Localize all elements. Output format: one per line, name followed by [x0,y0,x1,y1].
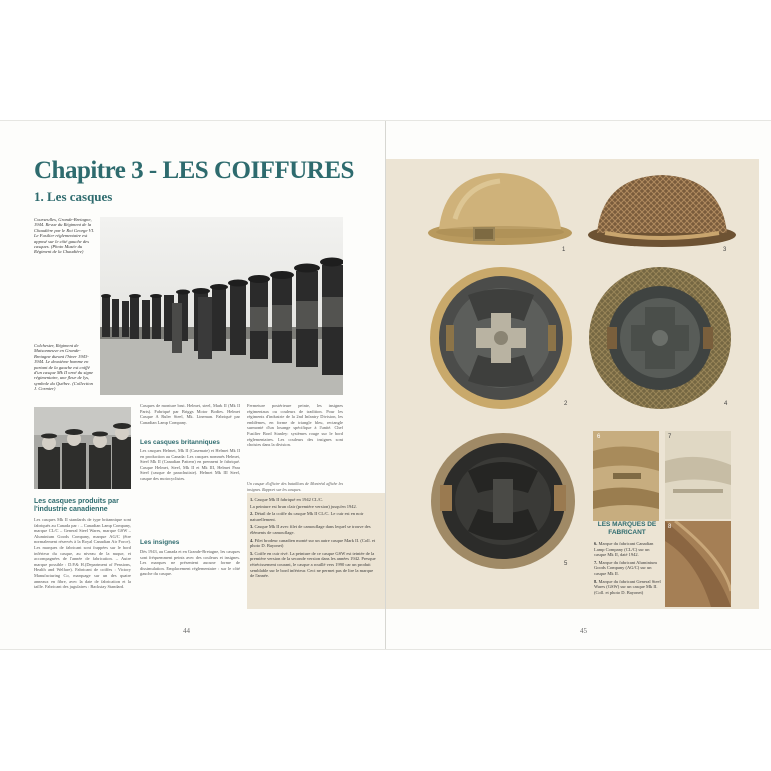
caption-4: Filet brodeur canadien monté sur un autre casque Mark II. (Coll. et photo D. Bayonet) [250,537,376,549]
caption-5: Coiffe en cuir rivé. La peinture de ce casque GSW est teintée de la première version de la seconde version dans les années 1942. Presque rétrécissement courant, le casque a rouillé vers 1990 car un produit semblable sur le bord inférieur. Ceci ne permet pas de lire la marque de l'année. [250,550,376,579]
caption-1-b: La peinture est brun clair (première version) jusqu'en 1942. [250,503,357,509]
photo-number-7: 7 [668,434,672,440]
marques-captions: 6. Marque du fabricant Canadian Lamp Company (CL/C) sur un casque Mk II, daté 1942. 7. Marque du fabricant Aluminium Goods Company (AG/C) sur un casque Mk II. 8. Marque du fabricant General Steel Wares (GSW) sur un casque Mk II. (Coll. et photo D. Bayonet) [594,541,661,595]
caption-3: Casque Mk II avec filet de camouflage dans lequel se trouve des éléments de camouflage. [250,524,371,535]
folio-right: 45 [580,627,587,635]
mark-photo-8 [665,521,731,607]
helmet-5-interior-photo [428,431,578,571]
magazine-spread [0,120,771,650]
photo-number-1: 1 [562,247,566,253]
photo-number-3: 3 [723,247,727,253]
column-2-text-c: Dès 1943, au Canada et en Grande-Bretagne, les casques sont fréquemment peints avec des couleurs et insignes. Les marques ne présentent aucune forme de dissimulation. Emplacement réglementaire : sur le côté gauche du casque. [140,549,240,577]
column-1-text: Les casques Mk II standards de type britannique sont fabriqués au Canada par : – Canadian Lamp Company, marque CL/C – General Steel Wares, marque GSW – Aluminium Goods Company, marque AG/C (être normalement réservés à la Royal Canadian Air Force). Les marques de fabricant sont frappées sur le bord inférieur du casque, au niveau de la nuque, et accompagnées de l'année de fabrication. – Autre marque possible : D.P.& H.(Department of Pensions, Health and Welfare). Fabricant de coiffes : Victory Manufacturing Co, marquage sur un des quatre anneaux en fibre, avec la date de fabrication et la taille. Fabricant des jugulaires : Backstay Standard. [34,517,131,590]
caption-1: Casque Mk II fabriqué en 1942 CL/C. [254,497,324,502]
column-3-text: Fermeture postérieure peinte, les insignes régimentaux ou couleurs de tradition. Pour les régiments d'industrie de la 2nd Infantry Division, les emblèmes, en forme de triangle bleu, rectangle surmonté d'un losange spécifique à l'unité. Chef Fusilier Bord Stanley: systèmes rouge sur le bord réglementaires. Les couleurs des insignes sont choisies dans la division. [247,403,343,448]
section-title: 1. Les casques [34,189,113,204]
photo-number-4: 4 [724,401,728,407]
photo-number-5: 5 [564,561,568,567]
marques-title: LES MARQUES DE FABRICANT [597,521,657,536]
gutter [385,121,386,649]
column-2-text: Casques de monture brut. Helmet, steel, Mark II (Mk II Parts). Fabriqué par Briggs Motor Bodies. Helmet Casque A Ruler Steel, Mk. Lineman. Fabriqué par Canadian Lamp Company. [140,403,240,425]
column-2-text-b: Les casques Helmet, Mk II (Casemate) et Helmet Mk II en production au Canada: Les casques nommés Helmet, Steel Mk II (Canadian Pattern) en prennent le fabriqué. Casque Helmet, Steel, Mk II et Mk III, Helmet Para Steel (casque de parachutiste). Helmet Mk III Steel, casque des motocyclistes. [140,448,240,481]
caption-8: Marque du fabricant General Steel Wares (GSW) sur un casque Mk II. (Coll. et photo D. Bayonet) [594,578,661,595]
caption-7: Marque du fabricant Aluminium Goods Company (AG/C) sur un casque Mk II. [594,559,657,576]
subhead-british: Les casques britanniques [140,439,220,446]
helmet-4-interior-photo [587,265,733,411]
folio-left: 44 [183,627,190,635]
photo-number-6: 6 [597,434,601,440]
caption-6: Marque du fabricant Canadian Lamp Company (CL/C) sur un casque Mk II, daté 1942. [594,541,654,558]
chapter-title: Chapitre 3 - LES COIFFURES [34,157,354,184]
column-3-note: Un casque d'officier des bataillons de Montréal affiche les insignes. Rapport sur les casques. [247,481,343,492]
photo-number-8: 8 [668,524,672,530]
subhead-insignes: Les insignes [140,539,180,546]
helmet-1-photo [425,169,575,255]
subhead-canadian-industry: Les casques produits par l'industrie canadienne [34,498,119,513]
parade-photo [100,217,343,395]
caption-block: 1. Casque Mk II fabriqué en 1942 CL/C. La peinture est brun clair (première version) jusqu'en 1942. 2. Détail de la coiffe du casque Mk II CL/C. Le cuir est en noir naturellement. 3. Casque Mk II avec filet de camouflage dans lequel se trouve des éléments de camouflage. 4. Filet brodeur canadien monté sur un autre casque Mark II. (Coll. et photo D. Bayonet) 5. Coiffe en cuir rivé. La peinture de ce casque GSW est teintée de la première version de la seconde version dans les années 1942. Presque rétrécissement courant, le casque a rouillé vers 1990 car un produit semblable sur le bord inférieur. Ceci ne permet pas de lire la marque de l'année. [250,497,376,579]
helmet-3-photo [585,173,740,255]
helmet-2-interior-photo [428,265,574,411]
mark-photo-6 [593,431,659,521]
caption-2: Détail de la coiffe du casque Mk II CL/C. Le cuir est en noir naturellement. [250,511,364,522]
caption-top: Courseulles, Grande-Bretagne, 1944. Revue du Régiment de la Chaudière par le Roi George VI. Le Fusilier réglementaire est apposé sur le côté gauche des casques. (Photo Musée du Régiment de la Chaudière) [34,217,95,255]
mark-photo-7 [665,431,731,519]
group-photo [34,407,131,489]
caption-mid: Colchester, Régiment de Maisonneuve en Grande-Bretagne durant l'hiver 1943-1944. Le deuxième homme en partant de la gauche est coiffé d'un casque Mk II orné du signe régimentaire, une fleur de lys, symbole du Québec. (Collection J. Cormier) [34,343,94,392]
photo-number-2: 2 [564,401,568,407]
